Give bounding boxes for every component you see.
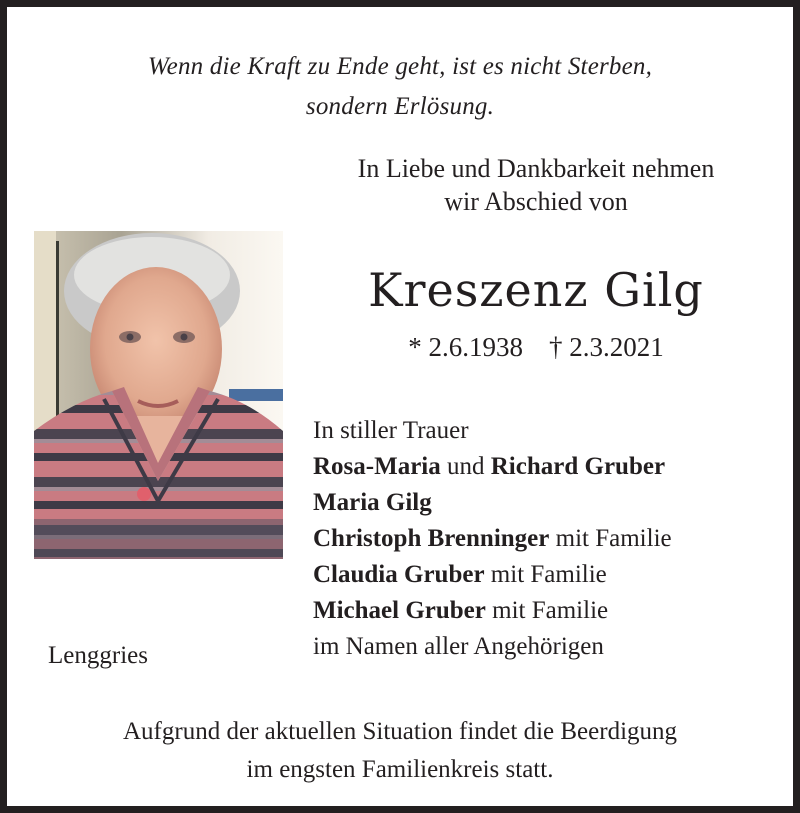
intro-text xyxy=(293,152,779,218)
obituary-card xyxy=(7,7,793,806)
mourner-line xyxy=(313,485,672,521)
deceased-name: Kreszenz Gilg xyxy=(368,263,704,317)
mourner-name: Christoph Brenninger xyxy=(313,525,550,552)
intro-line-2: wir Abschied von xyxy=(444,187,628,216)
mourner-name: Rosa-Maria xyxy=(313,453,441,480)
mourner-suffix: und xyxy=(440,453,491,480)
portrait-photo xyxy=(34,231,283,559)
funeral-notice xyxy=(7,713,793,789)
mourner-name: Maria Gilg xyxy=(313,489,432,516)
notice-line-1: Aufgrund der aktuellen Situation findet die Beerdigung xyxy=(122,718,678,745)
mourner-line xyxy=(313,449,672,485)
intro-line-1: In Liebe und Dankbarkeit nehmen xyxy=(357,154,715,183)
death-date: † 2.3.2021 xyxy=(549,332,664,362)
notice-line-2: im engsten Familienkreis statt. xyxy=(246,756,554,783)
mourners-list xyxy=(313,413,672,665)
motto-line-1: Wenn die Kraft zu Ende geht, ist es nicht Sterben, xyxy=(147,53,653,80)
mourner-line xyxy=(313,557,672,593)
mourner-suffix: mit Familie xyxy=(549,525,672,552)
mourner-line xyxy=(313,521,672,557)
portrait-image xyxy=(34,231,283,559)
location: Lenggries xyxy=(48,642,148,669)
mourner-suffix: mit Familie xyxy=(485,597,609,624)
mourner-name: Claudia Gruber xyxy=(313,561,485,588)
life-dates xyxy=(293,330,779,364)
motto-line-2: sondern Erlösung. xyxy=(305,93,495,120)
mourners-heading: In stiller Trauer xyxy=(313,417,469,444)
mourners-closing: im Namen aller Angehörigen xyxy=(313,633,604,660)
birth-date: * 2.6.1938 xyxy=(408,332,523,362)
mourner-name: Michael Gruber xyxy=(313,597,486,624)
mourner-suffix: mit Familie xyxy=(484,561,607,588)
mourner-line xyxy=(313,593,672,629)
mourner-name: Richard Gruber xyxy=(490,453,666,480)
motto-quote xyxy=(7,47,793,127)
